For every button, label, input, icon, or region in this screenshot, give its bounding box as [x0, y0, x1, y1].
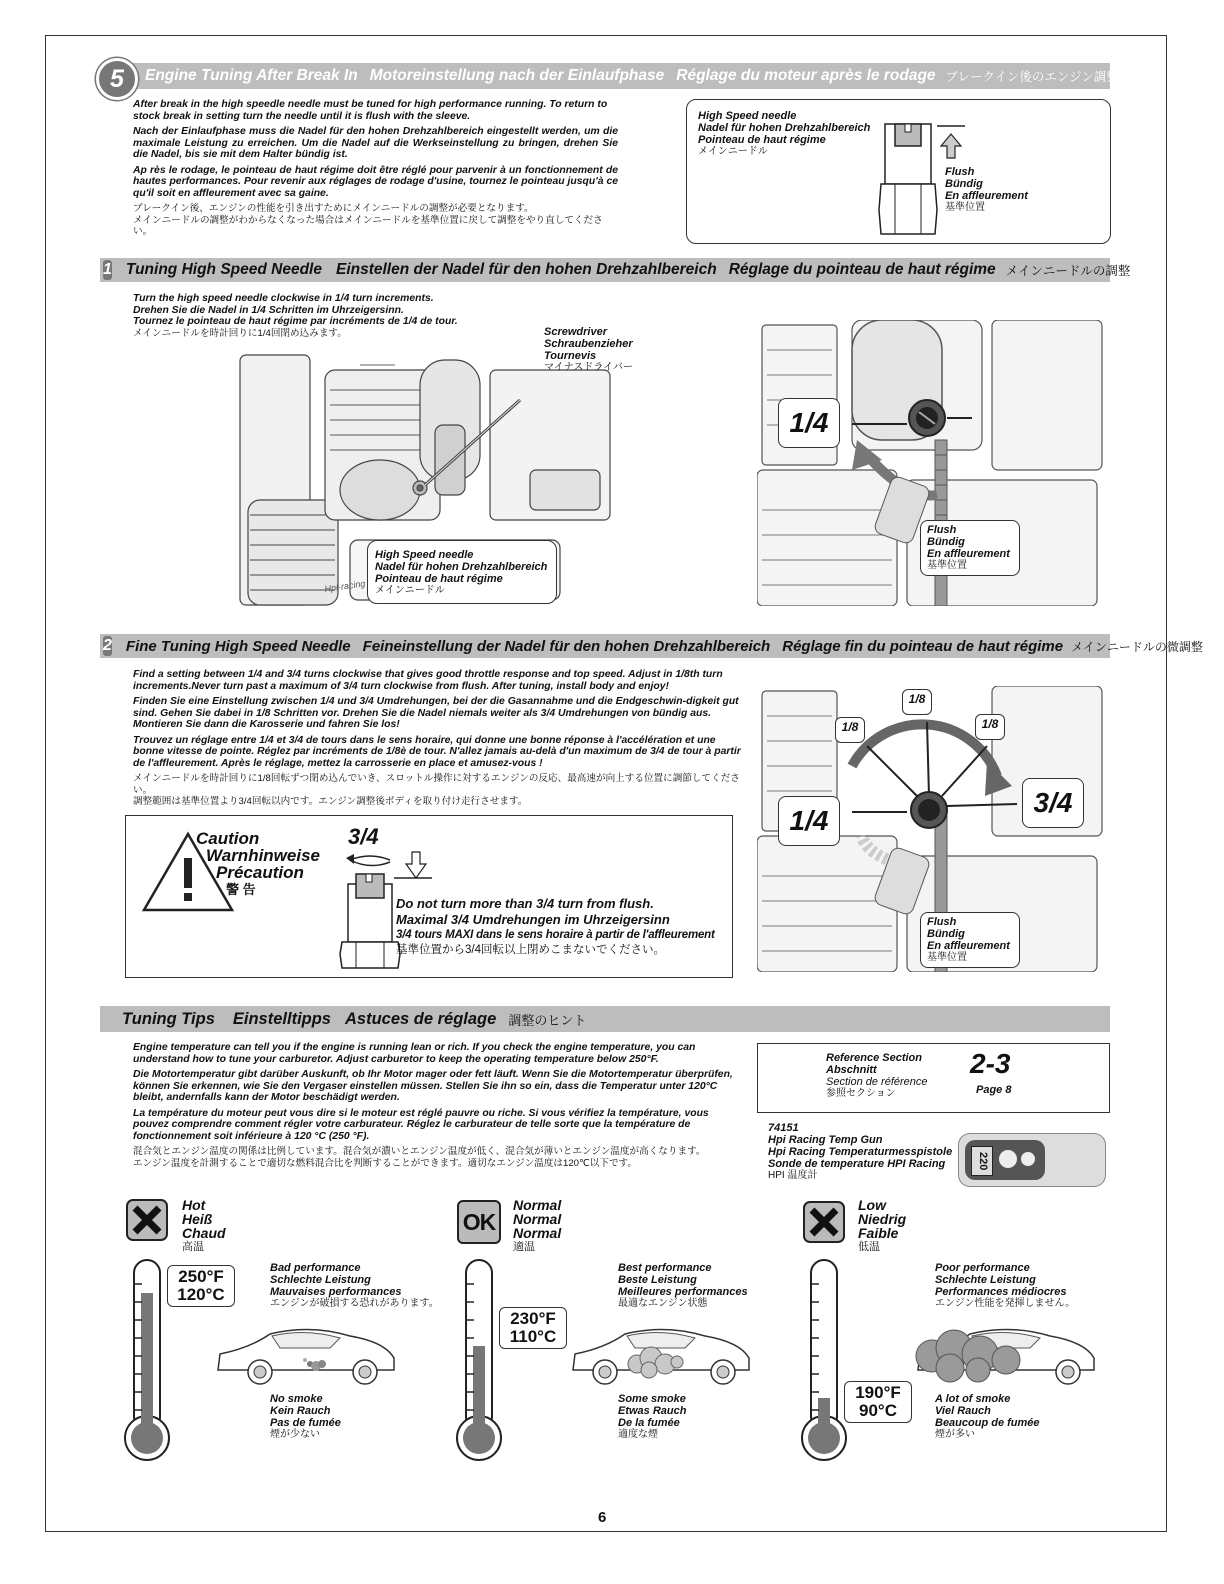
x-mark-icon — [125, 1198, 169, 1242]
tips-title-jp: 調整のヒント — [508, 1012, 587, 1028]
flush-label-jp: 基準位置 — [945, 202, 985, 213]
needle-label-fr: Pointeau de haut régime — [698, 134, 826, 146]
step1-flush-en: Flush — [927, 524, 957, 536]
tips-text-fr: La température du moteur peut vous dire si le moteur est réglé pauvre ou riche. Si vous vérifiez la température, vous pouvez comprendre comment régler votre carburateur. Réglez le carburateur de telle sorte que la température de fonctionnement soit inférieure à 120 °C (250 °F). — [133, 1107, 709, 1142]
low-temp-c: 90°C — [859, 1401, 897, 1420]
low-temp-label — [844, 1381, 912, 1423]
hot-fr: Chaud — [182, 1225, 226, 1241]
normal-temp-f: 230°F — [510, 1309, 556, 1328]
needle-label-jp: メインニードル — [698, 146, 768, 157]
low-smoke-jp: 煙が多い — [935, 1429, 975, 1440]
step2-text-jp2: 調整範囲は基準位置より3/4回転以内です。エンジン調整後ボディを取り付け走行させます。 — [133, 796, 528, 807]
screwdriver-label — [544, 326, 633, 374]
step2-quarter-badge — [778, 796, 840, 846]
screwdriver-label-en: Screwdriver — [544, 326, 607, 338]
step1-title: Tuning High Speed Needle — [125, 261, 322, 278]
flush-label-de: Bündig — [945, 178, 983, 190]
ref-en: Reference Section — [826, 1052, 922, 1064]
normal-temp-label — [499, 1307, 567, 1349]
page-number: 6 — [598, 1509, 607, 1526]
low-temp-f: 190°F — [855, 1383, 901, 1402]
warn-fr: 3/4 tours MAXI dans le sens horaire à partir de l'affleurement — [396, 929, 715, 941]
tips-text-jp2: エンジン温度を計測することで適切な燃料混合比を判断することができます。適切なエンジン温度は120℃以下です。 — [133, 1157, 637, 1169]
step1-flush-de: Bündig — [927, 536, 965, 548]
step1-text-en: Turn the high speed needle clockwise in 1/4 turn increments. — [133, 293, 434, 304]
step1-header — [100, 258, 1131, 282]
flush-label — [945, 166, 1028, 214]
temp-gun-button — [999, 1150, 1017, 1168]
screwdriver-label-fr: Tournevis — [544, 350, 597, 362]
gun-fr: Sonde de temperature HPI Racing — [768, 1158, 946, 1170]
car-brand-text: Hpi·racing — [323, 578, 366, 594]
ref-de: Abschnitt — [826, 1064, 877, 1076]
normal-smoke-de: Etwas Rauch — [618, 1405, 687, 1417]
ref-fr: Section de référence — [826, 1076, 928, 1088]
hot-temp-c: 120°C — [177, 1285, 225, 1304]
warn-jp: 基準位置から3/4回転以上閉めこまないでください。 — [396, 944, 665, 956]
needle-label — [698, 110, 870, 158]
hot-de: Heiß — [182, 1211, 213, 1227]
needle-label-de: Nadel für hohen Drehzahlbereich — [698, 122, 871, 134]
normal-de: Normal — [513, 1211, 562, 1227]
temp-gun-display: 220 — [971, 1146, 993, 1176]
step2-number: 2 — [103, 637, 112, 654]
section5-text-jp1: ブレークイン後、エンジンの性能を引き出すためにメインニードルの調整が必要となります。 — [133, 203, 534, 214]
low-performance — [935, 1262, 1075, 1310]
hot-temp-f: 250°F — [178, 1267, 224, 1286]
tips-text-jp1: 混合気とエンジン温度の関係は比例しています。混合気が濃いとエンジン温度が低く、混合気が薄いとエンジン温度が高くなります。 — [133, 1146, 706, 1157]
gun-de: Hpi Racing Temperaturmesspistole — [768, 1146, 953, 1158]
normal-perf-jp: 最適なエンジン状態 — [618, 1298, 708, 1309]
warn-de: Maximal 3/4 Umdrehungen im Uhrzeigersinn — [396, 912, 670, 927]
step2-eighth-right: 1/8 — [975, 714, 1005, 740]
low-perf-fr: Performances médiocres — [935, 1286, 1067, 1298]
caution-de: Warnhinweise — [206, 846, 320, 865]
hot-state — [182, 1198, 226, 1254]
step1-flush-callout — [920, 520, 1020, 576]
thermometer-fill — [141, 1293, 153, 1438]
screwdriver-label-de: Schraubenzieher — [544, 338, 633, 350]
low-state — [858, 1198, 906, 1254]
step2-flush-fr: En affleurement — [927, 940, 1010, 952]
hot-jp: 高温 — [182, 1241, 204, 1253]
step2-title: Fine Tuning High Speed Needle — [125, 637, 351, 655]
step1-number: 1 — [103, 261, 112, 278]
reference-label — [826, 1052, 928, 1100]
caution-turn-label: 3/4 — [348, 824, 379, 849]
step1-flush-fr: En affleurement — [927, 548, 1010, 560]
normal-fr: Normal — [513, 1225, 562, 1241]
hot-temp-label — [167, 1265, 235, 1307]
hot-perf-en: Bad performance — [270, 1262, 361, 1274]
step1-title-fr: Réglage du pointeau de haut régime — [728, 261, 996, 278]
caution-en: Caution — [196, 829, 260, 848]
low-smoke-en: A lot of smoke — [935, 1393, 1011, 1405]
needle-label-en: High Speed needle — [698, 110, 797, 122]
low-perf-jp: エンジン性能を発揮しません。 — [935, 1298, 1076, 1309]
step2-flush-en: Flush — [927, 916, 957, 928]
hot-perf-fr: Mauvaises performances — [270, 1286, 402, 1298]
tips-text-en: Engine temperature can tell you if the engine is running lean or rich. If you check the engine temperature, you can understand how to tune your carburetor. Adjust carburetor to keep the operating temperature below 250°F. — [133, 1042, 696, 1065]
step2-three-quarter-badge — [1022, 778, 1084, 828]
low-fr: Faible — [858, 1225, 899, 1241]
hot-en: Hot — [182, 1197, 206, 1213]
reference-section-box — [757, 1043, 1110, 1113]
flush-label-en: Flush — [945, 166, 975, 178]
normal-state — [513, 1198, 561, 1254]
gun-part: 74151 — [768, 1122, 799, 1134]
gun-jp: HPI 温度計 — [768, 1170, 818, 1181]
hot-perf-jp: エンジンが破損する恐れがあります。 — [270, 1298, 439, 1309]
step2-three-quarter-text: 3/4 — [1033, 787, 1073, 818]
step1-text-de: Drehen Sie die Nadel in 1/4 Schritten im Uhrzeigersinn. — [133, 304, 404, 316]
normal-smoke — [618, 1393, 686, 1441]
step2-title-jp: メインニードルの微調整 — [1071, 639, 1203, 654]
low-de: Niedrig — [858, 1211, 907, 1227]
section5-text-fr: Ap rès le rodage, le pointeau de haut régime doit être réglé pour parvenir à un fonctionnement de hautes performances. Pour revenir aux réglages de rodage d'usine, tournez le pointeau jusqu'à ce qu'il soit en affleurement avec sa gaine. — [133, 164, 618, 199]
caution-heading — [196, 830, 320, 898]
normal-temp-c: 110°C — [509, 1327, 557, 1346]
step2-text-en: Find a setting between 1/4 and 3/4 turns clockwise that gives good throttle response and top speed. Adjust in 1/8th turn increments.Never turn past a maximum of 3/4 turn clockwise from flush. After tuning, install body and enjoy! — [133, 669, 723, 692]
screwdriver-label-jp: マイナスドライバー — [544, 362, 633, 373]
needle-callout-fr: Pointeau de haut régime — [375, 573, 503, 585]
caution-jp: 警 告 — [226, 882, 256, 897]
section5-title: Engine Tuning After Break In — [145, 67, 358, 84]
needle-callout-en: High Speed needle — [375, 549, 474, 561]
hot-car-illustration — [210, 1318, 400, 1388]
low-smoke — [935, 1393, 1040, 1441]
tips-text — [133, 1042, 741, 1169]
step1-title-de: Einstellen der Nadel für den hohen Drehzahlbereich — [335, 261, 717, 278]
section5-text — [133, 99, 618, 238]
warn-en: Do not turn more than 3/4 turn from flush. — [396, 896, 654, 911]
normal-thermometer — [454, 1256, 504, 1466]
normal-perf-en: Best performance — [618, 1262, 712, 1274]
low-thermometer — [799, 1256, 849, 1466]
tips-text-de: Die Motortemperatur gibt darüber Auskunft, ob Ihr Motor mager oder fett läuft. Wenn Sie die Motortemperatur überprüfen, können Sie erkennen, wie Sie den Vergaser einstellen müssen. Stellen Sie ihn so ein, dass die Temperatur unter 120°C bleibt, andernfalls kann der Motor beschädigt werden. — [133, 1069, 733, 1103]
section5-number-badge: 5 — [96, 58, 138, 100]
ref-jp: 参照セクション — [826, 1088, 896, 1099]
step2-eighth-left: 1/8 — [835, 717, 865, 743]
step1-flush-jp: 基準位置 — [927, 560, 967, 571]
hot-smoke — [270, 1393, 341, 1441]
step2-flush-jp: 基準位置 — [927, 952, 967, 963]
step2-text-fr: Trouvez un réglage entre 1/4 et 3/4 de tours dans le sens horaire, qui donne une bonne réponse à l'accélération et une bonne vitesse de pointe. Réglez par incréments de 1/8è de tour. N'allez jamais au-delà d'un maximum de 3/4 de tour à partir de l'affleurement. Après le réglage, mettez la carrosserie en place et amusez-vous ! — [133, 734, 741, 769]
normal-performance — [618, 1262, 748, 1310]
temp-gun-label — [768, 1122, 952, 1182]
step1-text-fr: Tournez le pointeau de haut régime par incréments de 1/4 de tour. — [133, 316, 458, 327]
needle-flush-box — [686, 99, 1111, 244]
normal-en: Normal — [513, 1197, 562, 1213]
step2-text-de: Finden Sie eine Einstellung zwischen 1/4 und 3/4 Umdrehungen, bei der die Gasannahme und die Endgeschwin-digkeit gut sind. Gehen Sie dabei in 1/8 Schritten vor. Drehen Sie die Nadel niemals weiter als 3/4 Umdrehungen von bündig aus. Montieren Sie dann die Karosserie und fahren Sie los! — [133, 696, 739, 730]
low-perf-de: Schlechte Leistung — [935, 1274, 1036, 1286]
step2-text — [133, 669, 741, 808]
step2-flush-de: Bündig — [927, 928, 965, 940]
section5-title-de: Motoreinstellung nach der Einlaufphase — [369, 67, 665, 84]
hot-perf-de: Schlechte Leistung — [270, 1274, 371, 1286]
low-perf-en: Poor performance — [935, 1262, 1030, 1274]
normal-car-illustration — [565, 1318, 755, 1388]
step2-text-jp1: メインニードルを時計回りに1/8回転ずつ閉め込んでいき、スロットル操作に対するエンジンの反応、最高速が向上する位置に調節してください。 — [133, 773, 740, 796]
step1-text-jp: メインニードルを時計回りに1/4回閉め込みます。 — [133, 327, 347, 339]
reference-number: 2-3 — [970, 1048, 1011, 1079]
low-car-illustration — [910, 1318, 1100, 1388]
step2-quarter-text: 1/4 — [789, 805, 829, 836]
section5-text-de: Nach der Einlaufphase muss die Nadel für den hohen Drehzahlbereich eingestellt werden, um die maximale Leistung zu erreichen. Um die Nadel auf die Werkseinstellung zu bringen, drehen Sie die Nadel, bis sie mit dem Halter bündig ist. — [133, 126, 618, 160]
section5-text-jp2: メインニードルの調整がわからなくなった場合はメインニードルを基準位置に戻して調整をやり直してください。 — [133, 214, 603, 237]
step2-title-fr: Réglage fin du pointeau de haut régime — [782, 637, 1064, 655]
tips-title-fr: Astuces de réglage — [345, 1009, 497, 1028]
low-en: Low — [858, 1197, 886, 1213]
hot-thermometer — [122, 1256, 172, 1466]
high-speed-needle-callout — [367, 540, 557, 604]
hot-performance — [270, 1262, 439, 1310]
section5-title-fr: Réglage du moteur après le rodage — [676, 67, 936, 84]
section5-header — [110, 63, 1119, 89]
hot-smoke-jp: 煙が少ない — [270, 1429, 320, 1440]
normal-smoke-en: Some smoke — [618, 1393, 686, 1405]
tips-header — [100, 1006, 1110, 1032]
normal-smoke-jp: 適度な煙 — [618, 1429, 658, 1440]
temp-gun-sensor-icon — [1021, 1152, 1035, 1166]
step2-eighth-top: 1/8 — [902, 689, 932, 715]
step1-quarter-badge — [778, 398, 840, 448]
step2-header — [100, 634, 1203, 658]
gun-en: Hpi Racing Temp Gun — [768, 1134, 883, 1146]
section5-title-jp: ブレークイン後のエンジン調整 — [945, 70, 1119, 84]
normal-jp: 適温 — [513, 1241, 535, 1253]
needle-callout-jp: メインニードル — [375, 585, 445, 596]
tips-title-de: Einstelltipps — [232, 1009, 331, 1028]
normal-smoke-fr: De la fumée — [618, 1417, 680, 1429]
normal-perf-de: Beste Leistung — [618, 1274, 697, 1286]
hot-smoke-de: Kein Rauch — [270, 1405, 331, 1417]
step1-title-jp: メインニードルの調整 — [1005, 264, 1131, 278]
caution-warning-text — [396, 896, 715, 958]
hot-smoke-en: No smoke — [270, 1393, 323, 1405]
caution-box — [125, 815, 733, 978]
thermometer-fill — [473, 1346, 485, 1438]
flush-label-fr: En affleurement — [945, 190, 1028, 202]
section5-text-en: After break in the high speedle needle must be tuned for high performance running. To return to stock break in setting turn the needle until it is flush with the sleeve. — [133, 99, 608, 122]
ok-badge-icon: OK — [457, 1200, 501, 1244]
step2-flush-callout — [920, 912, 1020, 968]
low-smoke-fr: Beaucoup de fumée — [935, 1417, 1040, 1429]
tips-title: Tuning Tips — [122, 1009, 215, 1028]
thermometer-fill — [818, 1398, 830, 1438]
x-mark-icon — [802, 1200, 846, 1244]
step1-quarter-text: 1/4 — [789, 407, 829, 438]
needle-callout-de: Nadel für hohen Drehzahlbereich — [375, 561, 548, 573]
low-jp: 低温 — [858, 1241, 880, 1253]
temp-gun-image — [958, 1133, 1106, 1187]
step2-title-de: Feineinstellung der Nadel für den hohen Drehzahlbereich — [362, 637, 771, 655]
caution-fr: Précaution — [216, 863, 304, 882]
reference-page: Page 8 — [976, 1084, 1012, 1096]
normal-perf-fr: Meilleures performances — [618, 1286, 748, 1298]
low-smoke-de: Viel Rauch — [935, 1405, 991, 1417]
hot-smoke-fr: Pas de fumée — [270, 1417, 341, 1429]
